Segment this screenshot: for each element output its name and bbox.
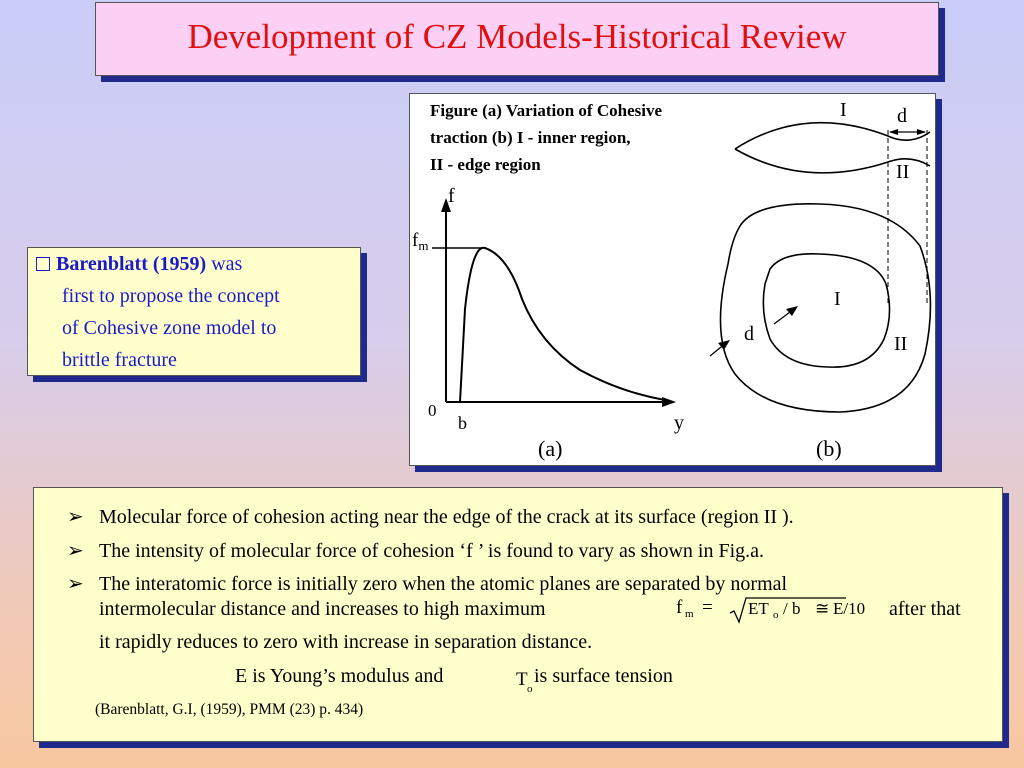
a-f-label: f bbox=[448, 185, 455, 207]
slide-title: Development of CZ Models-Historical Review bbox=[187, 17, 847, 56]
b-I-top: I bbox=[840, 99, 847, 121]
a-fm-label: $f_m$ bbox=[412, 230, 429, 253]
a-b-label: b bbox=[458, 413, 467, 433]
checkbox-bullet-icon bbox=[36, 257, 50, 271]
fm-formula bbox=[672, 595, 922, 625]
a-origin-label: 0 bbox=[428, 401, 437, 420]
b-I-mid: I bbox=[834, 288, 841, 310]
b-d-pointer-inner-icon bbox=[786, 306, 798, 316]
arrow-bullet-icon: ➢ bbox=[67, 573, 84, 595]
formula-f: f bbox=[676, 597, 683, 618]
formula-b: / b bbox=[783, 599, 801, 618]
b-d-arrow-left-icon bbox=[889, 129, 898, 135]
b-d-mid: d bbox=[744, 323, 754, 345]
b-d-top: d bbox=[897, 105, 907, 127]
title-box bbox=[95, 2, 939, 76]
item3-after: after that bbox=[889, 598, 961, 620]
figure-caption bbox=[430, 97, 760, 178]
formula-eq: = bbox=[702, 597, 713, 618]
b-inner-region bbox=[763, 254, 889, 367]
b-II-mid: II bbox=[894, 333, 908, 355]
a-panel-label: (a) bbox=[538, 436, 563, 461]
a-x-label: y bbox=[674, 412, 684, 434]
a-x-arrow-icon bbox=[662, 397, 676, 407]
young-line-b: is surface tension bbox=[534, 665, 673, 687]
b-panel-label: (b) bbox=[816, 436, 842, 461]
barenblatt-head: Barenblatt (1959) bbox=[56, 253, 207, 275]
item3-line2: intermolecular distance and increases to high maximum bbox=[99, 598, 546, 620]
list-item bbox=[67, 538, 764, 563]
b-II-top: II bbox=[896, 161, 910, 183]
reference: (Barenblatt, G.I, (1959), PMM (23) p. 434) bbox=[95, 701, 364, 718]
formula-m: m bbox=[685, 608, 694, 620]
figure-box bbox=[409, 93, 936, 466]
item3-line1: The interatomic force is initially zero when the atomic planes are separated by normal bbox=[99, 573, 788, 595]
barenblatt-box bbox=[27, 247, 361, 376]
barenblatt-line1: was bbox=[206, 253, 243, 275]
b-d-arrow-right-icon bbox=[917, 129, 926, 135]
formula-ET: ET bbox=[748, 599, 769, 618]
arrow-bullet-icon: ➢ bbox=[67, 540, 84, 562]
info-box bbox=[33, 487, 1003, 742]
item1-text: Molecular force of cohesion acting near the edge of the crack at its surface (region II ). bbox=[99, 506, 794, 528]
caption-line3: II - edge region bbox=[430, 155, 541, 174]
barenblatt-line4: brittle fracture bbox=[62, 349, 177, 371]
a-cohesive-curve bbox=[460, 248, 665, 402]
item2-text: The intensity of molecular force of cohesion ‘f ’ is found to vary as shown in Fig.a. bbox=[99, 540, 765, 562]
arrow-bullet-icon: ➢ bbox=[67, 506, 84, 528]
barenblatt-line2: first to propose the concept bbox=[62, 285, 280, 307]
barenblatt-line3: of Cohesive zone model to bbox=[62, 317, 277, 339]
caption-line2: traction (b) I - inner region, bbox=[430, 128, 631, 147]
formula-E10: E/10 bbox=[833, 599, 866, 618]
item3-line3: it rapidly reduces to zero with increase in separation distance. bbox=[99, 631, 593, 653]
formula-o: o bbox=[773, 609, 779, 621]
young-line-a: E is Young’s modulus and bbox=[235, 665, 444, 687]
b-outer-region bbox=[720, 204, 930, 412]
list-item bbox=[67, 504, 794, 529]
caption-line1: Figure (a) Variation of Cohesive bbox=[430, 101, 663, 120]
young-T: T bbox=[516, 669, 528, 690]
barenblatt-text bbox=[36, 248, 358, 376]
young-o: o bbox=[527, 683, 533, 695]
list-item bbox=[67, 571, 787, 596]
formula-approx: ≅ bbox=[815, 599, 830, 618]
